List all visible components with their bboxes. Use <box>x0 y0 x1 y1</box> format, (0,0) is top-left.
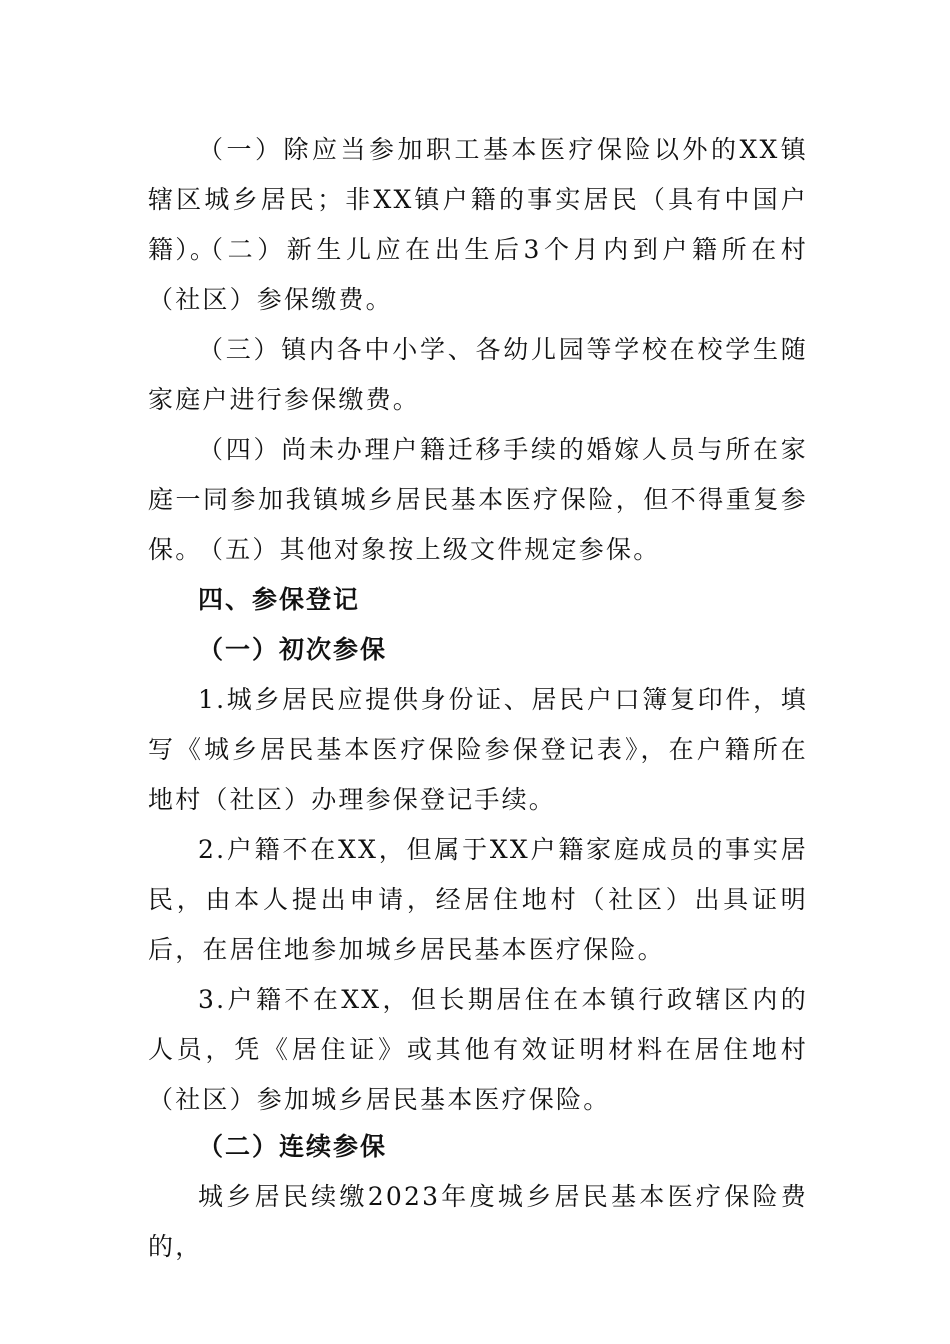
paragraph-eligibility-5: （五）其他对象按上级文件规定参保。 <box>198 535 661 564</box>
sub-heading-continuous: （二）连续参保 <box>198 1132 388 1161</box>
paragraph-continuous: 城乡居民续缴2023年度城乡居民基本医疗保险费的， <box>148 1182 808 1261</box>
sub-heading-initial: （一）初次参保 <box>198 635 388 664</box>
paragraph-eligibility-2: （二）新生儿应在出生后3个月内到户籍所在村（社区）参保缴费。 <box>148 235 808 314</box>
paragraph-eligibility-3: （三）镇内各中小学、各幼儿园等学校在校学生随家庭户进行参保缴费。 <box>148 335 808 414</box>
list-item-registration-1: 1.城乡居民应提供身份证、居民户口簿复印件，填写《城乡居民基本医疗保险参保登记表》，在户籍所在地村（社区）办理参保登记手续。 <box>148 685 808 814</box>
list-item-registration-3: 3.户籍不在XX，但长期居住在本镇行政辖区内的人员，凭《居住证》或其他有效证明材料在居住地村（社区）参加城乡居民基本医疗保险。 <box>148 985 808 1114</box>
paragraph-eligibility-4: （四）尚未办理户籍迁移手续的婚嫁人员与所在家庭一同参加我镇城乡居民基本医疗保险，但不得重复参保。 <box>148 435 808 564</box>
list-item-registration-2: 2.户籍不在XX，但属于XX户籍家庭成员的事实居民，由本人提出申请，经居住地村（社区）出具证明后，在居住地参加城乡居民基本医疗保险。 <box>148 835 808 964</box>
section-heading: 四、参保登记 <box>198 585 361 614</box>
paragraph-eligibility-1: （一）除应当参加职工基本医疗保险以外的XX镇辖区城乡居民；非XX镇户籍的事实居民（具有中国户籍）。 <box>148 135 808 264</box>
